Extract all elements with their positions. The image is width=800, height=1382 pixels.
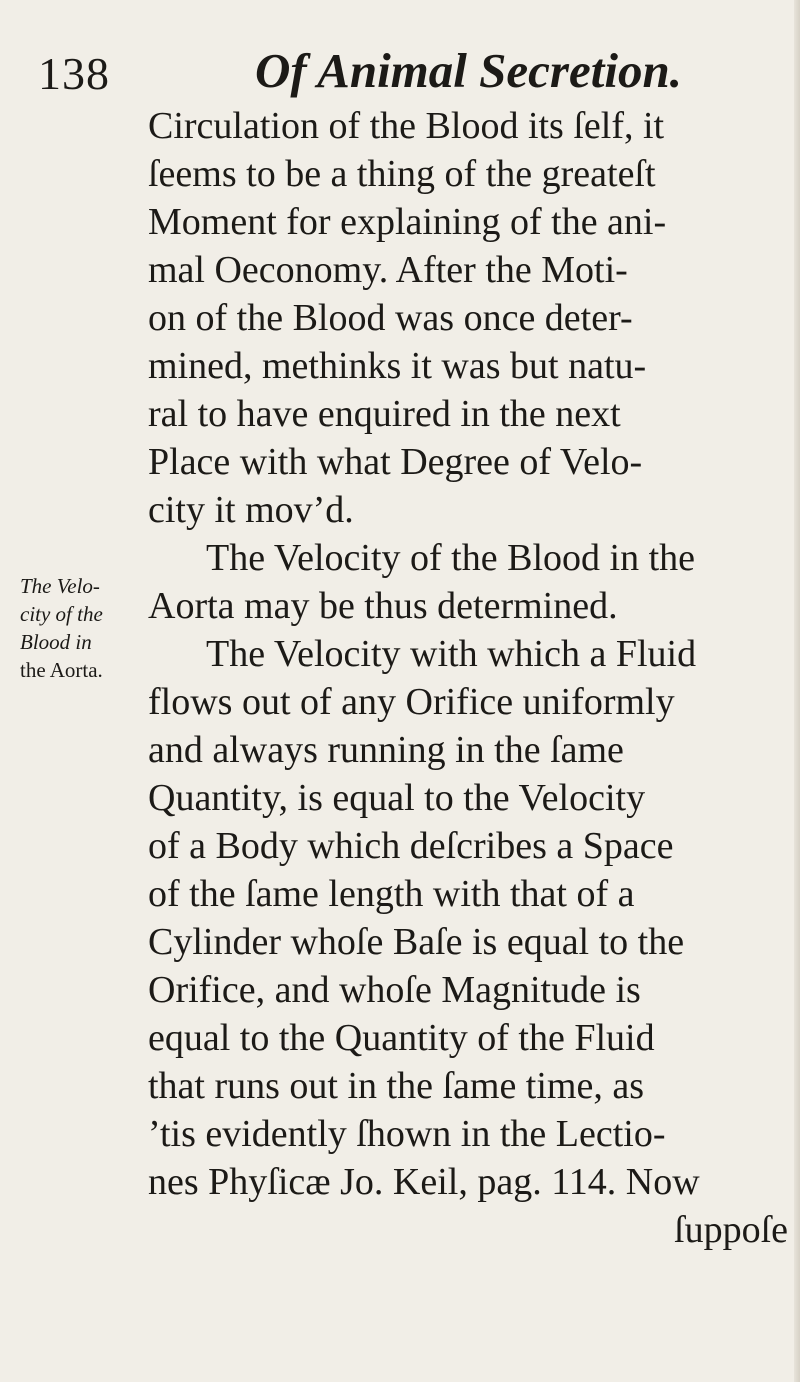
- text-line: The Velocity of the Blood in the: [206, 537, 695, 579]
- margin-note-line: The Velo-: [20, 574, 100, 598]
- text-line: on of the Blood was once deter-: [148, 297, 633, 339]
- page-edge: [794, 0, 800, 1382]
- text-line: Quantity, is equal to the Velocity: [148, 777, 646, 819]
- text-line: flows out of any Orifice uniformly: [148, 681, 675, 723]
- running-head: Of Animal Secretion.: [255, 43, 682, 98]
- text-line: city it mov’d.: [148, 489, 354, 531]
- catchword: ſuppoſe: [674, 1209, 788, 1251]
- margin-note: [20, 572, 140, 684]
- text-line: Orifice, and whoſe Magnitude is: [148, 969, 641, 1011]
- text-line: and always running in the ſame: [148, 729, 624, 771]
- margin-note-line: city of the: [20, 602, 103, 626]
- text-line: Place with what Degree of Velo-: [148, 441, 643, 483]
- margin-note-line: the Aorta.: [20, 658, 103, 682]
- text-line: nes Phyſicæ Jo. Keil, pag. 114. Now: [148, 1161, 700, 1203]
- text-line: equal to the Quantity of the Fluid: [148, 1017, 655, 1059]
- margin-note-line: Blood in: [20, 630, 92, 654]
- text-line: The Velocity with which a Fluid: [206, 633, 697, 675]
- text-line: ’tis evidently ſhown in the Lectio-: [148, 1113, 666, 1155]
- text-line: Aorta may be thus determined.: [148, 585, 618, 627]
- text-line: mined, methinks it was but natu-: [148, 345, 647, 387]
- text-line: mal Oeconomy. After the Moti-: [148, 249, 628, 291]
- text-line: Circulation of the Blood its ſelf, it: [148, 105, 665, 147]
- page-number: 138: [38, 48, 110, 99]
- text-line: of a Body which deſcribes a Space: [148, 825, 674, 867]
- text-line: ral to have enquired in the next: [148, 393, 621, 435]
- text-line: that runs out in the ſame time, as: [148, 1065, 645, 1107]
- text-line: ſeems to be a thing of the greateſt: [148, 153, 656, 195]
- text-line: of the ſame length with that of a: [148, 873, 635, 915]
- text-line: Moment for explaining of the ani-: [148, 201, 667, 243]
- text-line: Cylinder whoſe Baſe is equal to the: [148, 921, 685, 963]
